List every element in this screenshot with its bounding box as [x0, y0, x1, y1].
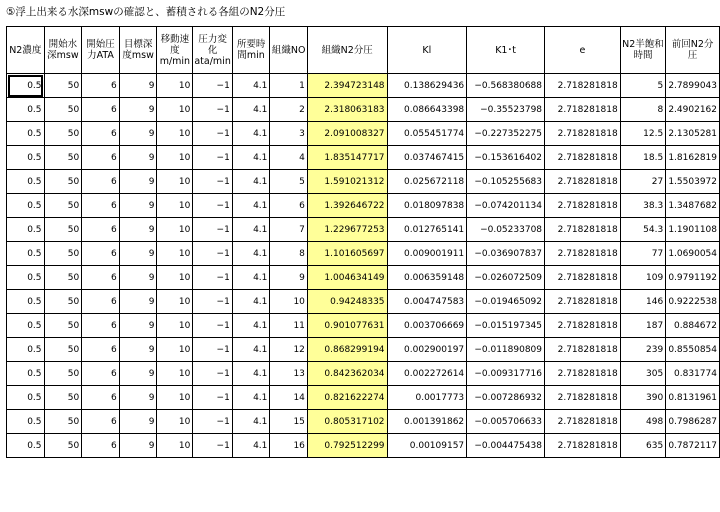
table-cell[interactable]: −0.568380688: [467, 74, 545, 98]
table-cell[interactable]: 6: [82, 434, 120, 458]
table-cell[interactable]: 50: [44, 242, 82, 266]
table-cell[interactable]: 0.842362034: [307, 362, 387, 386]
table-cell[interactable]: 9: [119, 290, 157, 314]
table-row: [7, 98, 720, 122]
table-cell[interactable]: 50: [44, 74, 82, 98]
table-cell[interactable]: −0.036907837: [467, 242, 545, 266]
table-cell[interactable]: 635: [620, 434, 665, 458]
table-cell[interactable]: −1: [193, 410, 232, 434]
table-cell[interactable]: 1.1901108: [666, 218, 720, 242]
table-cell[interactable]: 0.821622274: [307, 386, 387, 410]
table-cell[interactable]: 50: [44, 314, 82, 338]
table-cell[interactable]: 9: [119, 434, 157, 458]
table-row: [7, 338, 720, 362]
table-cell[interactable]: −1: [193, 98, 232, 122]
table-cell[interactable]: 0.5: [7, 410, 45, 434]
table-cell[interactable]: −1: [193, 122, 232, 146]
table-cell[interactable]: 2.1305281: [666, 122, 720, 146]
table-cell[interactable]: 9: [119, 386, 157, 410]
table-cell[interactable]: 0.5: [7, 218, 45, 242]
table-row: [7, 74, 720, 98]
table-cell[interactable]: 0.5: [7, 194, 45, 218]
table-cell[interactable]: 1.591021312: [307, 170, 387, 194]
table-cell[interactable]: −1: [193, 242, 232, 266]
table-cell[interactable]: 6: [82, 146, 120, 170]
table-row: [7, 218, 720, 242]
table-body: [7, 74, 720, 458]
table-cell[interactable]: 10: [157, 122, 193, 146]
table-cell[interactable]: 4: [270, 146, 308, 170]
table-cell[interactable]: −1: [193, 314, 232, 338]
table-cell[interactable]: 2.718281818: [545, 122, 621, 146]
table-cell[interactable]: 0.002900197: [387, 338, 467, 362]
table-cell[interactable]: 38.3: [620, 194, 665, 218]
table-cell[interactable]: 0.5: [7, 170, 45, 194]
table-cell[interactable]: 305: [620, 362, 665, 386]
table-cell[interactable]: 2.394723148: [307, 74, 387, 98]
table-cell[interactable]: 1.229677253: [307, 218, 387, 242]
table-cell[interactable]: 6: [82, 386, 120, 410]
table-cell[interactable]: 0.94248335: [307, 290, 387, 314]
table-cell[interactable]: 0.5: [7, 122, 45, 146]
table-cell[interactable]: 0.5: [7, 362, 45, 386]
table-cell[interactable]: 2.718281818: [545, 98, 621, 122]
table-cell[interactable]: 6: [82, 242, 120, 266]
table-row: [7, 194, 720, 218]
table-cell[interactable]: 6: [82, 290, 120, 314]
table-cell[interactable]: 10: [157, 362, 193, 386]
table-cell[interactable]: 0.138629436: [387, 74, 467, 98]
table-cell[interactable]: 6: [82, 362, 120, 386]
table-cell[interactable]: 9: [119, 410, 157, 434]
table-cell[interactable]: 6: [82, 218, 120, 242]
table-cell[interactable]: −1: [193, 290, 232, 314]
table-cell[interactable]: 50: [44, 410, 82, 434]
table-cell[interactable]: 10: [157, 74, 193, 98]
table-cell[interactable]: 2.718281818: [545, 362, 621, 386]
table-cell[interactable]: 2.718281818: [545, 242, 621, 266]
table-cell[interactable]: 0.003706669: [387, 314, 467, 338]
table-cell[interactable]: 11: [270, 314, 308, 338]
table-cell[interactable]: 0.001391862: [387, 410, 467, 434]
table-cell[interactable]: 4.1: [232, 218, 270, 242]
table-cell[interactable]: 0.006359148: [387, 266, 467, 290]
table-cell[interactable]: 50: [44, 386, 82, 410]
table-row: [7, 122, 720, 146]
table-cell[interactable]: −0.05233708: [467, 218, 545, 242]
table-cell[interactable]: 0.025672118: [387, 170, 467, 194]
table-cell[interactable]: 146: [620, 290, 665, 314]
table-cell[interactable]: 12.5: [620, 122, 665, 146]
table-cell[interactable]: 9: [119, 98, 157, 122]
table-cell[interactable]: 9: [119, 266, 157, 290]
table-cell[interactable]: 0.5: [7, 338, 45, 362]
table-cell[interactable]: 4.1: [232, 74, 270, 98]
table-cell[interactable]: 9: [119, 242, 157, 266]
table-cell[interactable]: 10: [157, 290, 193, 314]
table-cell[interactable]: 18.5: [620, 146, 665, 170]
table-cell[interactable]: 0.012765141: [387, 218, 467, 242]
table-cell[interactable]: 0.868299194: [307, 338, 387, 362]
table-cell[interactable]: −0.074201134: [467, 194, 545, 218]
table-cell[interactable]: 50: [44, 338, 82, 362]
table-cell[interactable]: 1.004634149: [307, 266, 387, 290]
table-cell[interactable]: 4.1: [232, 338, 270, 362]
table-cell[interactable]: 0.5: [7, 434, 45, 458]
table-cell[interactable]: 0.5: [7, 314, 45, 338]
header-cell[interactable]: 開始水深msw: [44, 27, 82, 74]
table-cell[interactable]: 1.8162819: [666, 146, 720, 170]
table-cell[interactable]: 0.792512299: [307, 434, 387, 458]
table-cell[interactable]: 2.718281818: [545, 266, 621, 290]
table-cell[interactable]: 0.7872117: [666, 434, 720, 458]
table-cell[interactable]: 10: [157, 434, 193, 458]
table-cell[interactable]: 8: [270, 242, 308, 266]
table-cell[interactable]: 0.5: [7, 290, 45, 314]
table-cell[interactable]: 13: [270, 362, 308, 386]
table-cell[interactable]: 2.091008327: [307, 122, 387, 146]
table-cell[interactable]: 5: [620, 74, 665, 98]
table-cell[interactable]: −1: [193, 266, 232, 290]
table-cell[interactable]: 2.718281818: [545, 434, 621, 458]
table-cell[interactable]: 2.718281818: [545, 290, 621, 314]
table-cell[interactable]: 0.8550854: [666, 338, 720, 362]
header-cell[interactable]: 所要時間min: [232, 27, 270, 74]
header-cell[interactable]: 圧力変化ata/min: [193, 27, 232, 74]
table-cell[interactable]: 0.004747583: [387, 290, 467, 314]
table-row: [7, 386, 720, 410]
table-cell[interactable]: 2.718281818: [545, 338, 621, 362]
header-cell[interactable]: 組織NO: [270, 27, 308, 74]
table-cell[interactable]: 6: [82, 314, 120, 338]
table-cell[interactable]: 498: [620, 410, 665, 434]
table-row: [7, 362, 720, 386]
table-cell[interactable]: 0.5: [7, 74, 45, 98]
table-cell[interactable]: 0.00109157: [387, 434, 467, 458]
table-cell[interactable]: 10: [157, 146, 193, 170]
table-cell[interactable]: 0.002272614: [387, 362, 467, 386]
table-cell[interactable]: 4.1: [232, 314, 270, 338]
table-cell[interactable]: 14: [270, 386, 308, 410]
table-cell[interactable]: 0.805317102: [307, 410, 387, 434]
table-cell[interactable]: 27: [620, 170, 665, 194]
table-cell[interactable]: 7: [270, 218, 308, 242]
table-cell[interactable]: 0.9791192: [666, 266, 720, 290]
table-cell[interactable]: 8: [620, 98, 665, 122]
table-cell[interactable]: −1: [193, 74, 232, 98]
table-cell[interactable]: 10: [157, 242, 193, 266]
header-cell[interactable]: 目標深度msw: [119, 27, 157, 74]
table-cell[interactable]: 4.1: [232, 290, 270, 314]
table-cell[interactable]: 239: [620, 338, 665, 362]
table-cell[interactable]: 6: [82, 338, 120, 362]
table-cell[interactable]: 390: [620, 386, 665, 410]
header-cell[interactable]: 移動速度m/min: [157, 27, 193, 74]
table-cell[interactable]: 2.718281818: [545, 314, 621, 338]
table-cell[interactable]: 6: [82, 194, 120, 218]
table-cell[interactable]: 2.4902162: [666, 98, 720, 122]
table-row: [7, 146, 720, 170]
table-cell[interactable]: 6: [82, 122, 120, 146]
table-cell[interactable]: 4.1: [232, 98, 270, 122]
table-cell[interactable]: 9: [119, 122, 157, 146]
table-cell[interactable]: −0.153616402: [467, 146, 545, 170]
table-cell[interactable]: −0.007286932: [467, 386, 545, 410]
table-cell[interactable]: 9: [119, 194, 157, 218]
table-cell[interactable]: 0.5: [7, 266, 45, 290]
table-cell[interactable]: 9: [270, 266, 308, 290]
table-cell[interactable]: 10: [157, 314, 193, 338]
table-cell[interactable]: −0.015197345: [467, 314, 545, 338]
table-cell[interactable]: 1.0690054: [666, 242, 720, 266]
table-cell[interactable]: 9: [119, 74, 157, 98]
table-cell[interactable]: 2.718281818: [545, 74, 621, 98]
table-cell[interactable]: −1: [193, 218, 232, 242]
table-cell[interactable]: 2.718281818: [545, 410, 621, 434]
header-cell[interactable]: 組織N2分圧: [307, 27, 387, 74]
table-cell[interactable]: 50: [44, 170, 82, 194]
table-cell[interactable]: −1: [193, 170, 232, 194]
table-cell[interactable]: 0.901077631: [307, 314, 387, 338]
table-cell[interactable]: 0.5: [7, 146, 45, 170]
table-cell[interactable]: 2.718281818: [545, 146, 621, 170]
table-cell[interactable]: 4.1: [232, 122, 270, 146]
table-cell[interactable]: 9: [119, 170, 157, 194]
table-cell[interactable]: 2.718281818: [545, 170, 621, 194]
table-cell[interactable]: 4.1: [232, 410, 270, 434]
spreadsheet-table: [6, 26, 720, 458]
table-cell[interactable]: 4.1: [232, 266, 270, 290]
table-cell[interactable]: 6: [270, 194, 308, 218]
table-row: [7, 170, 720, 194]
table-cell[interactable]: 10: [270, 290, 308, 314]
table-cell[interactable]: 0.9222538: [666, 290, 720, 314]
table-cell[interactable]: 1.101605697: [307, 242, 387, 266]
page-title: ⑤浮上出来る水深mswの確認と、蓄積される各組のN2分圧: [6, 6, 286, 18]
header-cell[interactable]: K1･t: [467, 27, 545, 74]
table-cell[interactable]: 50: [44, 194, 82, 218]
table-cell[interactable]: −0.227352275: [467, 122, 545, 146]
table-cell[interactable]: 9: [119, 146, 157, 170]
table-cell[interactable]: 16: [270, 434, 308, 458]
table-cell[interactable]: 4.1: [232, 386, 270, 410]
table-cell[interactable]: 4.1: [232, 242, 270, 266]
table-cell[interactable]: 10: [157, 386, 193, 410]
table-cell[interactable]: 9: [119, 338, 157, 362]
header-cell[interactable]: Kl: [387, 27, 467, 74]
table-cell[interactable]: 0.5: [7, 386, 45, 410]
table-cell[interactable]: 9: [119, 314, 157, 338]
table-cell[interactable]: 1.392646722: [307, 194, 387, 218]
table-cell[interactable]: 10: [157, 194, 193, 218]
table-cell[interactable]: 0.7986287: [666, 410, 720, 434]
header-cell[interactable]: 開始圧力ATA: [82, 27, 120, 74]
table-cell[interactable]: 50: [44, 434, 82, 458]
table-cell[interactable]: 10: [157, 410, 193, 434]
table-cell[interactable]: −0.105255683: [467, 170, 545, 194]
table-row: [7, 290, 720, 314]
table-cell[interactable]: −1: [193, 194, 232, 218]
table-row: [7, 242, 720, 266]
table-cell[interactable]: −0.009317716: [467, 362, 545, 386]
table-cell[interactable]: −1: [193, 386, 232, 410]
table-row: [7, 410, 720, 434]
table-cell[interactable]: 10: [157, 338, 193, 362]
table-cell[interactable]: 50: [44, 98, 82, 122]
table-cell[interactable]: 0.5: [7, 98, 45, 122]
table-cell[interactable]: 2.718281818: [545, 386, 621, 410]
table-cell[interactable]: 4.1: [232, 170, 270, 194]
table-cell[interactable]: 50: [44, 146, 82, 170]
table-cell[interactable]: 1.5503972: [666, 170, 720, 194]
table-cell[interactable]: 50: [44, 266, 82, 290]
table-cell[interactable]: 10: [157, 98, 193, 122]
table-cell[interactable]: 1.3487682: [666, 194, 720, 218]
table-cell[interactable]: 5: [270, 170, 308, 194]
table-cell[interactable]: −1: [193, 338, 232, 362]
header-cell[interactable]: N2濃度: [7, 27, 45, 74]
table-cell[interactable]: 10: [157, 266, 193, 290]
table-cell[interactable]: 4.1: [232, 194, 270, 218]
table-cell[interactable]: 9: [119, 362, 157, 386]
header-cell[interactable]: 前回N2分圧: [666, 27, 720, 74]
table-cell[interactable]: 2.318063183: [307, 98, 387, 122]
table-cell[interactable]: 2.718281818: [545, 218, 621, 242]
table-cell[interactable]: 77: [620, 242, 665, 266]
table-cell[interactable]: 6: [82, 170, 120, 194]
table-cell[interactable]: 6: [82, 98, 120, 122]
table-cell[interactable]: −0.005706633: [467, 410, 545, 434]
header-cell[interactable]: N2半飽和時間: [620, 27, 665, 74]
table-cell[interactable]: −0.011890809: [467, 338, 545, 362]
table-cell[interactable]: 1.835147717: [307, 146, 387, 170]
header-row: [7, 27, 720, 74]
table-cell[interactable]: 0.831774: [666, 362, 720, 386]
table-cell[interactable]: −0.026072509: [467, 266, 545, 290]
table-cell[interactable]: 9: [119, 218, 157, 242]
table-cell[interactable]: −1: [193, 434, 232, 458]
table-row: [7, 434, 720, 458]
table-cell[interactable]: 0.884672: [666, 314, 720, 338]
table-cell[interactable]: 0.5: [7, 242, 45, 266]
table-cell[interactable]: 15: [270, 410, 308, 434]
table-cell[interactable]: 0.037467415: [387, 146, 467, 170]
table-row: [7, 314, 720, 338]
table-cell[interactable]: 0.018097838: [387, 194, 467, 218]
table-cell[interactable]: −1: [193, 146, 232, 170]
table-cell[interactable]: 50: [44, 290, 82, 314]
table-cell[interactable]: 12: [270, 338, 308, 362]
table-cell[interactable]: 54.3: [620, 218, 665, 242]
table-cell[interactable]: −0.35523798: [467, 98, 545, 122]
table-cell[interactable]: 0.0017773: [387, 386, 467, 410]
table-cell[interactable]: 0.055451774: [387, 122, 467, 146]
table-cell[interactable]: 2.718281818: [545, 194, 621, 218]
table-cell[interactable]: 10: [157, 218, 193, 242]
table-cell[interactable]: 0.009001911: [387, 242, 467, 266]
table-cell[interactable]: 6: [82, 266, 120, 290]
table-cell[interactable]: 1: [270, 74, 308, 98]
header-cell[interactable]: e: [545, 27, 621, 74]
table-cell[interactable]: 50: [44, 218, 82, 242]
table-cell[interactable]: 2.7899043: [666, 74, 720, 98]
table-cell[interactable]: 2: [270, 98, 308, 122]
table-cell[interactable]: 4.1: [232, 146, 270, 170]
table-cell[interactable]: 50: [44, 122, 82, 146]
table-cell[interactable]: 6: [82, 410, 120, 434]
table-row: [7, 266, 720, 290]
table-cell[interactable]: 187: [620, 314, 665, 338]
table-cell[interactable]: 50: [44, 362, 82, 386]
table-cell[interactable]: 4.1: [232, 362, 270, 386]
table-cell[interactable]: −0.019465092: [467, 290, 545, 314]
table-cell[interactable]: 3: [270, 122, 308, 146]
table-cell[interactable]: 0.8131961: [666, 386, 720, 410]
table-cell[interactable]: −1: [193, 362, 232, 386]
table-cell[interactable]: −0.004475438: [467, 434, 545, 458]
table-cell[interactable]: 10: [157, 170, 193, 194]
table-cell[interactable]: 109: [620, 266, 665, 290]
table-cell[interactable]: 4.1: [232, 434, 270, 458]
table-cell[interactable]: 0.086643398: [387, 98, 467, 122]
table-cell[interactable]: 6: [82, 74, 120, 98]
